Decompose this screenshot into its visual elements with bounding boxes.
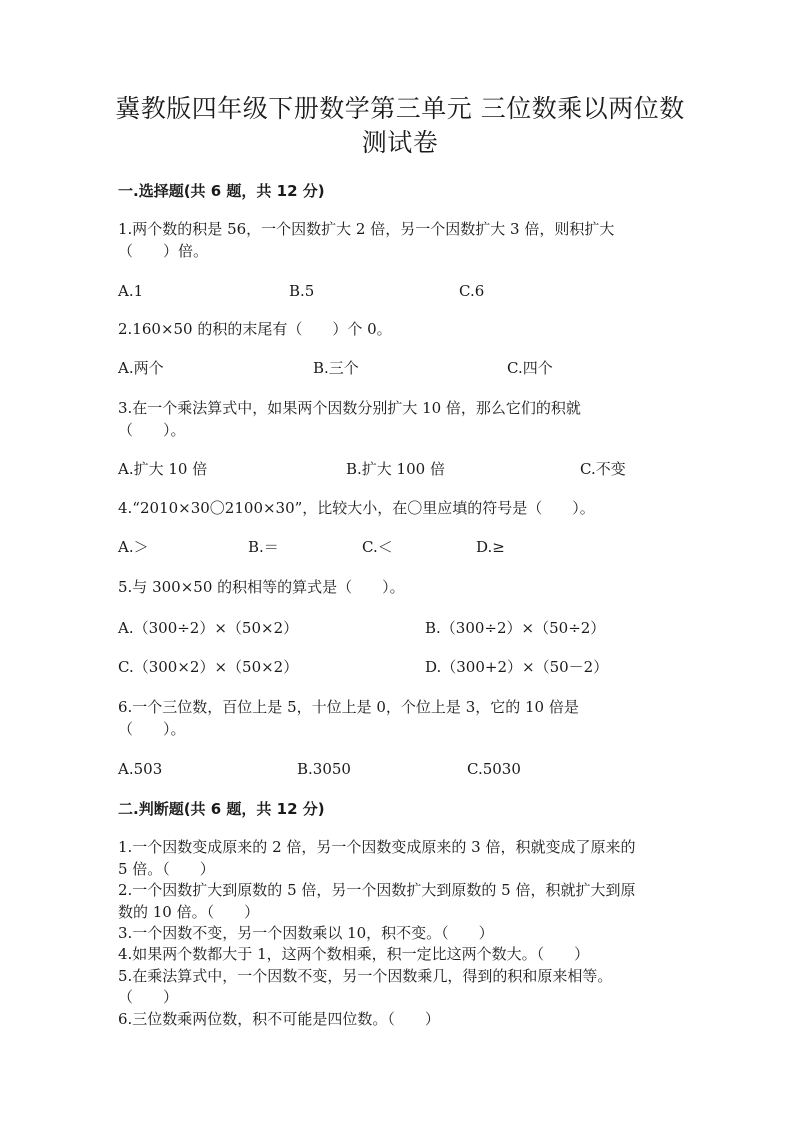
option-c: C.（300×2）×（50×2）	[118, 658, 299, 676]
option-c: C.四个	[507, 359, 553, 377]
question-4	[118, 497, 688, 519]
option-c: C.5030	[467, 760, 521, 778]
question-text: 1.两个数的积是 56，一个因数扩大 2 倍，另一个因数扩大 3 倍，则积扩大	[118, 220, 615, 238]
option-a: A.503	[118, 760, 163, 778]
judgement-line: 2.一个因数扩大到原数的 5 倍，另一个因数扩大到原数的 5 倍，积就扩大到原	[118, 881, 636, 899]
option-d: D.≥	[476, 538, 505, 556]
option-c: C.不变	[580, 460, 626, 478]
question-1	[118, 218, 688, 262]
option-b: B.三个	[313, 359, 359, 377]
judgement-line: 3.一个因数不变，另一个因数乘以 10，积不变。（ ）	[118, 924, 494, 942]
option-d: D.（300+2）×（50－2）	[425, 658, 609, 676]
judgement-line: 5 倍。（ ）	[118, 860, 215, 878]
option-c: C.＜	[362, 538, 393, 556]
question-3	[118, 397, 688, 441]
option-b: B.＝	[248, 538, 279, 556]
question-text: 6.一个三位数，百位上是 5，十位上是 0，个位上是 3，它的 10 倍是	[118, 698, 579, 716]
option-a: A.1	[118, 282, 144, 300]
option-a: A.（300÷2）×（50×2）	[118, 619, 299, 637]
option-a: A.扩大 10 倍	[118, 460, 208, 478]
option-a: A.两个	[118, 359, 164, 377]
option-b: B.5	[289, 282, 315, 300]
option-a: A.＞	[118, 538, 149, 556]
question-5	[118, 576, 688, 598]
question-text: 5.与 300×50 的积相等的算式是（ ）。	[118, 578, 405, 596]
judgement-line: 1.一个因数变成原来的 2 倍，另一个因数变成原来的 3 倍，积就变成了原来的	[118, 838, 636, 856]
judgement-line: 6.三位数乘两位数，积不可能是四位数。（ ）	[118, 1010, 440, 1028]
judgement-line: 4.如果两个数都大于 1，这两个数相乘，积一定比这两个数大。（ ）	[118, 945, 590, 963]
option-b: B.3050	[297, 760, 351, 778]
title-line-1: 冀教版四年级下册数学第三单元 三位数乘以两位数	[115, 94, 685, 123]
section-heading-judgement: 二.判断题(共 6 题，共 12 分)	[118, 800, 325, 818]
question-text: （ ）倍。	[118, 242, 209, 260]
question-text: 2.160×50 的积的末尾有（ ）个 0。	[118, 320, 392, 338]
question-text: （ ）。	[118, 421, 186, 439]
judgement-line: 数的 10 倍。（ ）	[118, 903, 260, 921]
question-text: 4.“2010×30〇2100×30”，比较大小，在〇里应填的符号是（ ）。	[118, 499, 595, 517]
question-text: 3.在一个乘法算式中，如果两个因数分别扩大 10 倍，那么它们的积就	[118, 399, 581, 417]
page-title	[90, 92, 710, 160]
question-text: （ ）。	[118, 720, 186, 738]
judgement-line: （ ）	[118, 988, 179, 1006]
option-c: C.6	[459, 282, 485, 300]
question-6	[118, 696, 688, 740]
option-b: B.（300÷2）×（50÷2）	[425, 619, 606, 637]
judgement-line: 5.在乘法算式中，一个因数不变，另一个因数乘几，得到的积和原来相等。	[118, 967, 613, 985]
option-b: B.扩大 100 倍	[346, 460, 445, 478]
title-line-2: 测试卷	[361, 128, 439, 157]
section-heading-choice: 一.选择题(共 6 题，共 12 分)	[118, 182, 325, 200]
question-2	[118, 318, 688, 340]
